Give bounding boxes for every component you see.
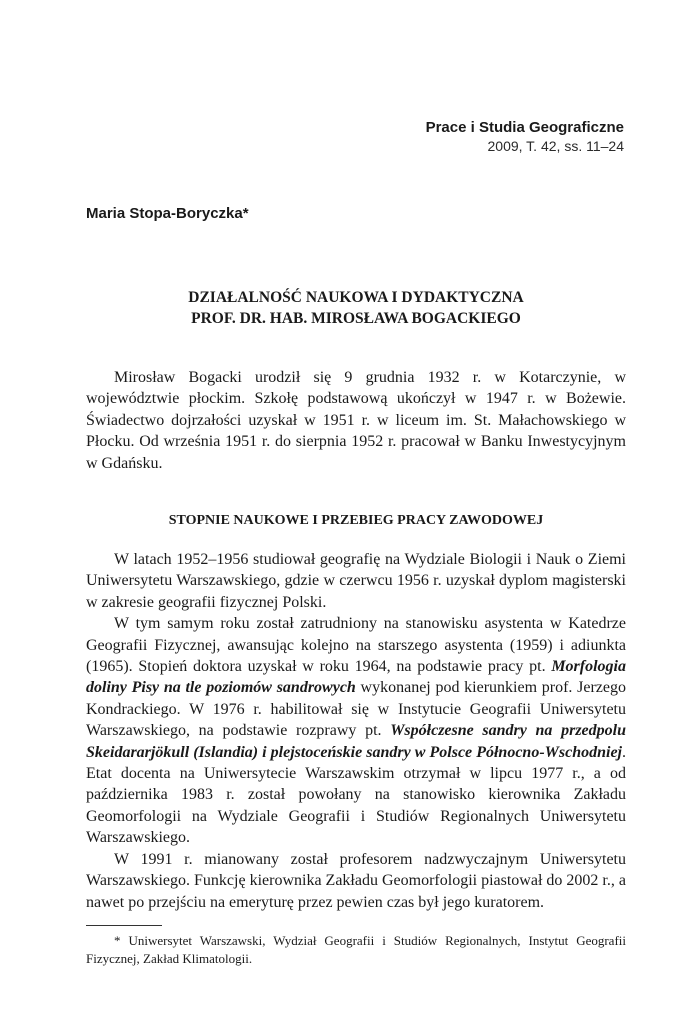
title-line-1: DZIAŁALNOŚĆ NAUKOWA I DYDAKTYCZNA (188, 289, 524, 306)
intro-paragraph: Mirosław Bogacki urodził się 9 grudnia 1932 r. w Kotarczynie, w województwie płockim. Szkołę podstawową ukończył w 1947 r. w Bożewie. Świadectwo dojrzałości uzyskał w 1951 r. w liceum im. St. Małachowskiego w Płocku. Od września 1951 r. do sierpnia 1952 r. pracował w Banku Inwestycyjnym w Gdańsku. (86, 369, 626, 472)
journal-volume-pages: 2009, T. 42, ss. 11–24 (487, 138, 624, 154)
journal-name: Prace i Studia Geograficzne (425, 119, 624, 136)
paragraph-2-part-b: wykonanej pod kierunkiem prof. Jerzego Kondrackiego. W 1976 r. habilitował się w Instytucie Geografii Uniwersytetu Warszawskiego, na podstawie rozprawy pt. (86, 679, 626, 740)
paragraph-2-part-c: . Etat docenta na Uniwersytecie Warszawskim otrzymał w lipcu 1977 r., a od października 1983 r. został powołany na stanowisko kierownika Zakładu Geomorfologii na Wydziale Geografii i Studiów Regionalnych Uniwersytetu Warszawskiego. (86, 743, 626, 847)
author-name: Maria Stopa-Boryczka* (86, 205, 249, 222)
habilitation-thesis-title: Współczesne sandry na przedpolu Skeidararjökull (Islandia) i plejstoceńskie sandry w Polsce Północno-Wschodniej (86, 722, 626, 761)
paragraph-2-part-a: W tym samym roku został zatrudniony na stanowisku asystenta w Katedrze Geografii Fizycznej, awansując kolejno na starszego asystenta (1959) i adiunkta (1965). Stopień doktora uzyskał w roku 1964, na podstawie pracy pt. (86, 615, 626, 676)
title-line-2: PROF. DR. HAB. MIROSŁAWA BOGACKIEGO (191, 310, 521, 327)
paragraph-2 (86, 613, 626, 848)
intro-section (86, 367, 626, 474)
article-title (86, 287, 626, 329)
footnote-divider (86, 925, 162, 926)
doctoral-thesis-title: Morfologia doliny Pisy na tle poziomów sandrowych (86, 658, 626, 697)
paragraph-1: W latach 1952–1956 studiował geografię na Wydziale Biologii i Nauk o Ziemi Uniwersytetu Warszawskiego, gdzie w czerwcu 1956 r. uzyskał dyplom magisterski w zakresie geografii fizycznej Polski. (86, 551, 626, 611)
section-heading: STOPNIE NAUKOWE I PRZEBIEG PRACY ZAWODOWEJ (168, 513, 544, 528)
body-section (86, 549, 626, 913)
footnote: * Uniwersytet Warszawski, Wydział Geografii i Studiów Regionalnych, Instytut Geografii Fizycznej, Zakład Klimatologii. (86, 933, 626, 966)
journal-header (426, 118, 624, 156)
paragraph-3: W 1991 r. mianowany został profesorem nadzwyczajnym Uniwersytetu Warszawskiego. Funkcję kierownika Zakładu Geomorfologii piastował do 2002 r., a nawet po przejściu na emeryturę przez pewien czas był jego kuratorem. (86, 850, 626, 911)
